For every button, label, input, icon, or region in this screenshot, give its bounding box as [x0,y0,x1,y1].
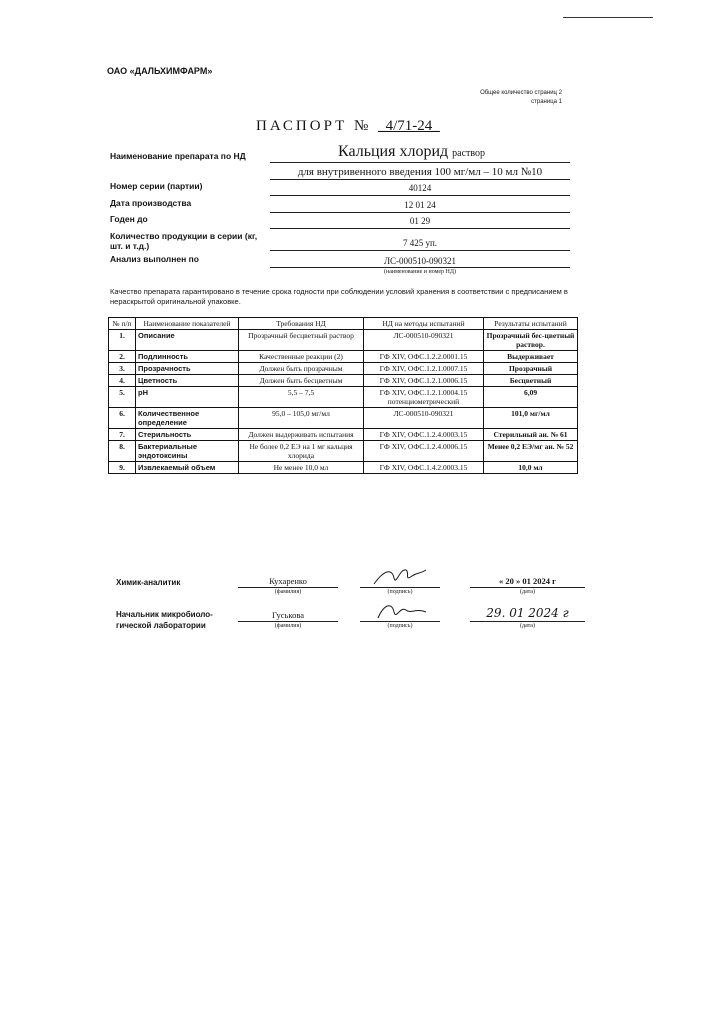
drug-name-main: Кальция хлорид [338,143,449,160]
analysis-underline [270,267,570,268]
requirement: 5,5 – 7,5 [239,387,364,408]
col-header-number: № п/п [109,318,136,330]
drug-name-underline [270,162,570,163]
requirement: Не менее 10,0 мл [239,462,364,474]
head-date-line [470,621,585,622]
table-row [109,462,578,474]
valid-until-value: 01 29 [409,216,431,226]
head-surname-sub: (фамилия) [274,623,302,629]
test-result: Прозрачный [484,363,578,375]
requirement: Не более 0,2 ЕЭ на 1 мг кальция хлорида [239,441,364,462]
parameter-name: Бактериальные эндотоксины [136,441,239,462]
test-result: Стерильный ан. № 61 [484,429,578,441]
passport-number: _4/71-24_ [378,118,440,134]
table-row [109,363,578,375]
row-number: 9. [109,462,136,474]
row-number: 7. [109,429,136,441]
chemist-sign-line [360,587,440,588]
requirement: Должен выдерживать испытания [239,429,364,441]
valid-until-label: Годен до [110,214,148,224]
parameter-name: Количественное определение [136,408,239,429]
production-date-label: Дата производства [110,198,192,208]
table-row [109,441,578,462]
production-date-underline [270,212,570,213]
parameter-name: Стерильность [136,429,239,441]
test-result: 10,0 мл [484,462,578,474]
table-row [109,408,578,429]
test-method: ЛС-000510-090321 [364,408,484,429]
requirement: Прозрачный бесцветный раствор [239,330,364,351]
test-result: Прозрачный бес-цветный раствор. [484,330,578,351]
total-pages-label: Общее количество страниц 2 [480,90,562,96]
table-row [109,330,578,351]
col-header-results: Результаты испытаний [484,318,578,330]
test-results-table [108,317,578,474]
chemist-date: « 20 » 01 2024 г [499,576,556,586]
chemist-date-line [470,587,585,588]
row-number: 5. [109,387,136,408]
drug-description-underline [270,179,570,180]
chemist-surname-sub: (фамилия) [274,589,302,595]
test-method: ГФ XIV, ОФС.1.2.4.0003.15 [364,429,484,441]
parameter-name: Извлекаемый объем [136,462,239,474]
analysis-label: Анализ выполнен по [110,254,199,264]
organization-name: ОАО «ДАЛЬХИМФАРМ» [107,66,213,76]
test-result: Бесцветный [484,375,578,387]
test-method: ГФ XIV, ОФС.1.2.1.0006.15 [364,375,484,387]
production-date-value: 12 01 24 [404,200,436,210]
valid-until-underline [270,228,570,229]
col-header-methods: НД на методы испытаний [364,318,484,330]
row-number: 1. [109,330,136,351]
test-method: ГФ XIV, ОФС.1.2.1.0004.15 потенциометрический [364,387,484,408]
chemist-surname: Кухаренко [269,576,307,586]
head-date: 29. 01 2024 г [486,606,569,620]
table-row [109,429,578,441]
test-method: ГФ XIV, ОФС.1.2.1.0007.15 [364,363,484,375]
test-result: Выдерживает [484,351,578,363]
analysis-sublabel: (наименование и номер НД) [384,269,456,275]
requirement: Качественные реакции (2) [239,351,364,363]
parameter-name: Подлинность [136,351,239,363]
quality-guarantee-note: Качество препарата гарантировано в течение срока годности при соблюдении условий хранения в соответствии с предписанием в нераскрытой оригинальной упаковке. [110,287,568,306]
parameter-name: Прозрачность [136,363,239,375]
test-method: ЛС-000510-090321 [364,330,484,351]
drug-form: раствор [452,148,486,159]
test-method: ГФ XIV, ОФС.1.2.4.0006.15 [364,441,484,462]
table-header-row [109,318,578,330]
row-number: 8. [109,441,136,462]
quantity-value: 7 425 уп. [402,238,438,248]
row-number: 6. [109,408,136,429]
chemist-surname-line [238,587,338,588]
table-row [109,351,578,363]
head-microbiology-role-label: Начальник микробиоло-гической лаборатории [116,610,213,630]
head-surname-line [238,621,338,622]
quantity-label: Количество продукции в серии (кг, шт. и т.д.) [110,231,258,251]
row-number: 2. [109,351,136,363]
test-result: 6,09 [484,387,578,408]
drug-name [338,143,485,161]
top-rule [563,17,653,18]
page-number-label: страница 1 [531,99,562,105]
quantity-underline [270,250,570,251]
parameter-name: Цветность [136,375,239,387]
page-counter [480,89,562,107]
chemist-date-sub: (дата) [520,589,535,595]
row-number: 3. [109,363,136,375]
test-result: 101,0 мг/мл [484,408,578,429]
chemist-sign-sub: (подпись) [387,589,413,595]
chemist-role-label: Химик-аналитик [116,578,181,587]
analysis-value: ЛС-000510-090321 [383,256,457,266]
test-method: ГФ XIV, ОФС.1.4.2.0003.15 [364,462,484,474]
test-result: Менее 0,2 ЕЭ/мг ан. № 52 [484,441,578,462]
head-sign-sub: (подпись) [387,623,413,629]
requirement: Должен быть прозрачным [239,363,364,375]
title-no-sign: № [354,118,372,134]
parameter-name: Описание [136,330,239,351]
series-label: Номер серии (партии) [110,181,203,191]
parameter-name: pH [136,387,239,408]
requirement: 95,0 – 105,0 мг/мл [239,408,364,429]
table-row [109,387,578,408]
title-prefix: ПАСПОРТ [256,118,348,134]
head-sign-line [360,621,440,622]
head-date-sub: (дата) [520,623,535,629]
drug-description: для внутривенного введения 100 мг/мл – 10 мл №10 [297,166,543,178]
requirement: Должен быть бесцветным [239,375,364,387]
head-surname: Гуськова [271,610,305,620]
row-number: 4. [109,375,136,387]
col-header-parameter: Наименование показателей [136,318,239,330]
series-underline [270,195,570,196]
col-header-requirements: Требования НД [239,318,364,330]
test-method: ГФ XIV, ОФС.1.2.2.0001.15 [364,351,484,363]
table-row [109,375,578,387]
passport-title [256,118,440,135]
name-label: Наименование препарата по НД [110,151,246,161]
series-value: 40124 [408,183,432,193]
